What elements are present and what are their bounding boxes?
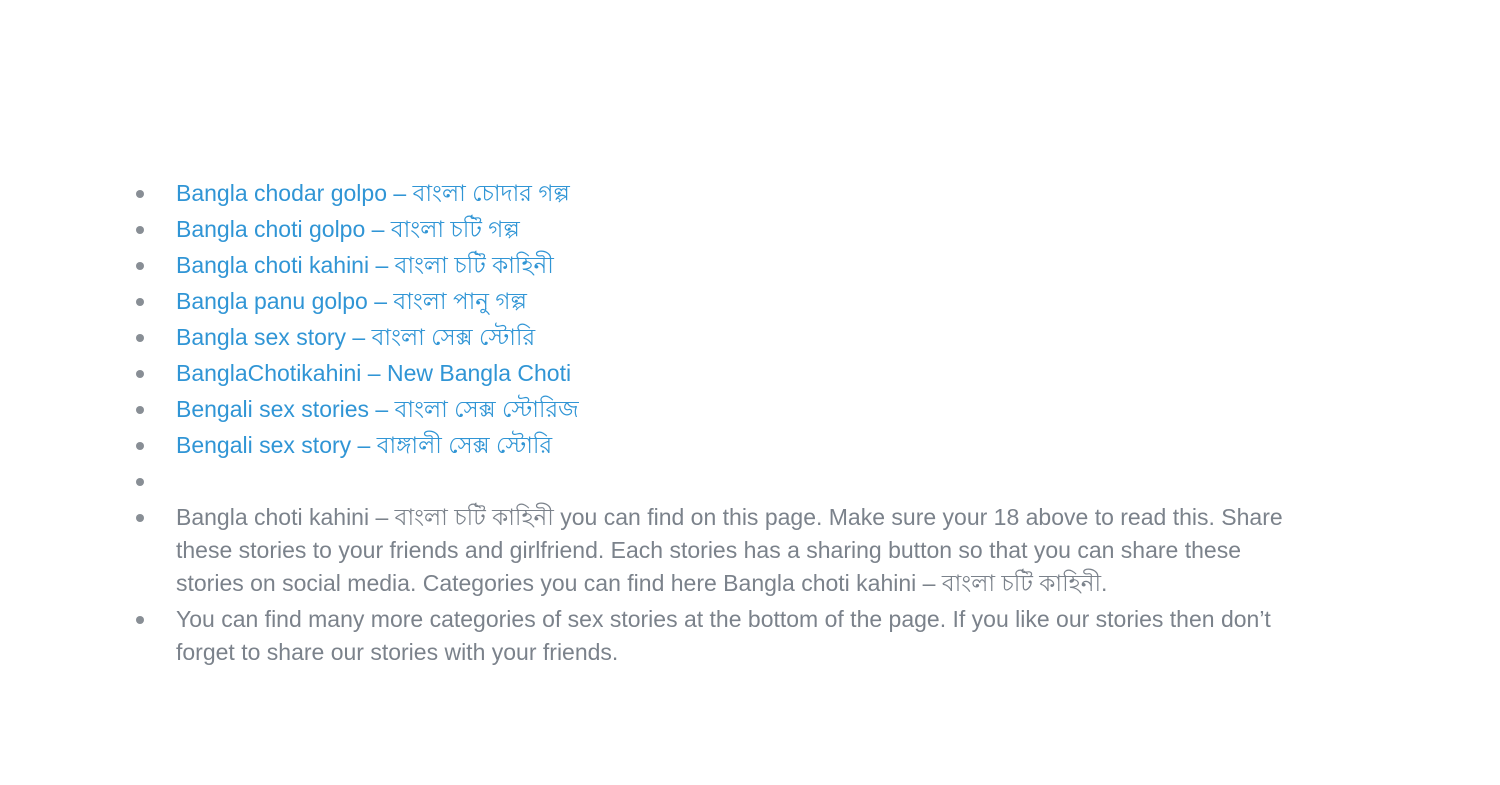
list-item xyxy=(176,177,1313,210)
list-item xyxy=(176,213,1313,246)
list-item xyxy=(176,249,1313,282)
link-banglachotikahini[interactable]: BanglaChotikahini – New Bangla Choti xyxy=(176,360,572,386)
link-bangla-panu-golpo[interactable]: Bangla panu golpo – বাংলা পানু গল্প xyxy=(176,288,527,314)
list-item xyxy=(176,321,1313,354)
list-item xyxy=(176,357,1313,390)
link-bengali-sex-stories[interactable]: Bengali sex stories – বাংলা সেক্স স্টোরিজ xyxy=(176,396,579,422)
list-item xyxy=(176,393,1313,426)
share-note-item: You can find many more categories of sex stories at the bottom of the page. If you like our stories then don’t forget to share our stories with your friends. xyxy=(176,603,1313,669)
empty-list-item xyxy=(176,465,1313,498)
list-item xyxy=(176,429,1313,462)
link-bangla-choti-golpo[interactable]: Bangla choti golpo – বাংলা চটি গল্প xyxy=(176,216,520,242)
link-bengali-sex-story[interactable]: Bengali sex story – বাঙ্গালী সেক্স স্টোরি xyxy=(176,432,553,458)
list-item xyxy=(176,285,1313,318)
link-bangla-sex-story[interactable]: Bangla sex story – বাংলা সেক্স স্টোরি xyxy=(176,324,536,350)
link-bangla-choti-kahini[interactable]: Bangla choti kahini – বাংলা চটি কাহিনী xyxy=(176,252,554,278)
intro-paragraph-item: Bangla choti kahini – বাংলা চটি কাহিনী you can find on this page. Make sure your 18 above to read this. Share these stories to your friends and girlfriend. Each stories has a sharing button so that you can share these stories on social media. Categories you can find here Bangla choti kahini – বাংলা চটি কাহিনী. xyxy=(176,501,1313,600)
link-bangla-chodar-golpo[interactable]: Bangla chodar golpo – বাংলা চোদার গল্প xyxy=(176,180,570,206)
story-category-list xyxy=(133,177,1313,669)
